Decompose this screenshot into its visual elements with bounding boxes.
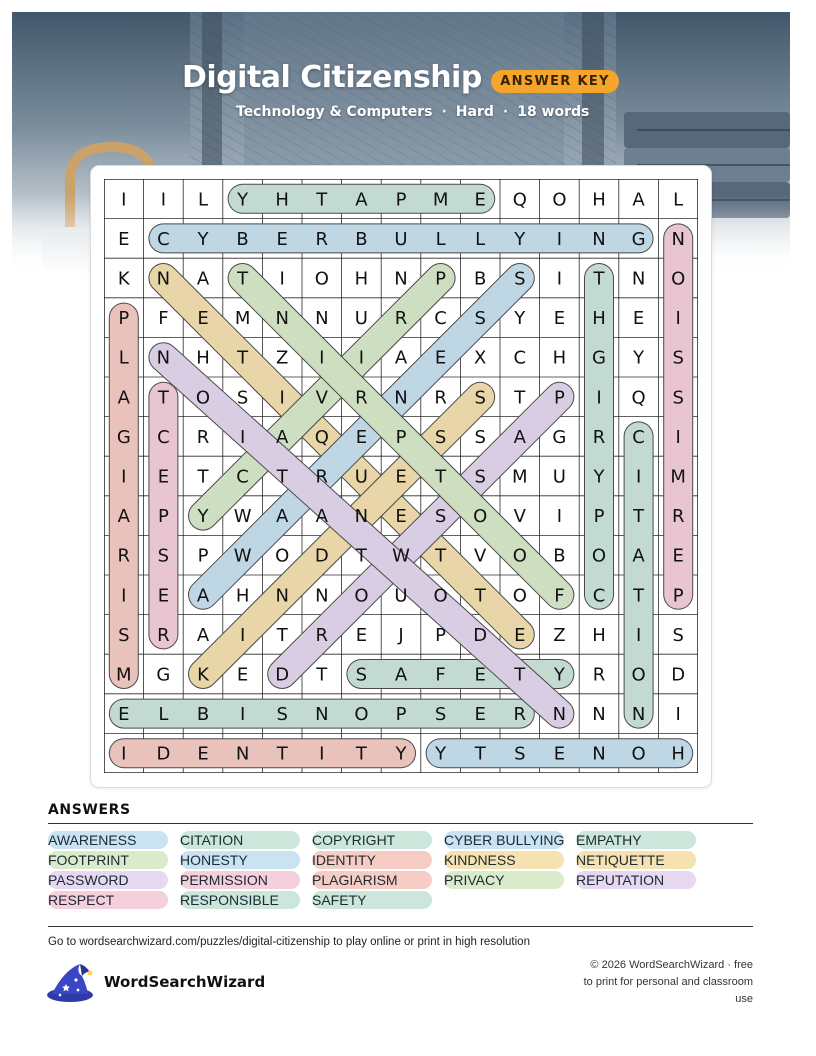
grid-letter: E bbox=[118, 228, 130, 250]
answer-permission: PERMISSION bbox=[180, 871, 300, 889]
grid-letter: B bbox=[553, 545, 566, 567]
grid-letter: M bbox=[670, 466, 686, 488]
grid-letter: O bbox=[195, 387, 211, 409]
grid-letter: O bbox=[631, 664, 646, 686]
grid-letter: T bbox=[197, 466, 209, 488]
answer-cyber-bullying: CYBER BULLYING bbox=[444, 832, 565, 848]
grid-letter: Q bbox=[314, 426, 329, 448]
grid-letter: N bbox=[156, 347, 171, 369]
grid-letter: I bbox=[239, 624, 246, 646]
grid-letter: P bbox=[435, 624, 447, 646]
grid-letter: M bbox=[432, 189, 449, 211]
grid-letter: I bbox=[279, 387, 285, 409]
grid-letter: E bbox=[632, 308, 645, 330]
separator-dot: · bbox=[441, 104, 447, 120]
grid-letter: A bbox=[196, 268, 210, 290]
grid-letter: C bbox=[513, 347, 527, 369]
answer-key-badge: ANSWER KEY bbox=[491, 70, 619, 93]
grid-letter: I bbox=[635, 624, 642, 646]
grid-letter: I bbox=[675, 704, 681, 726]
grid-letter: T bbox=[355, 545, 367, 567]
answer-responsible: RESPONSIBLE bbox=[180, 891, 300, 909]
grid-letter: A bbox=[632, 545, 645, 567]
grid-letter: H bbox=[354, 268, 369, 290]
grid-letter: A bbox=[394, 664, 408, 686]
grid-letter: D bbox=[473, 624, 488, 646]
grid-letter: R bbox=[157, 624, 170, 646]
grid-letter: N bbox=[315, 704, 329, 726]
grid-letter: E bbox=[434, 347, 447, 369]
grid-letter: S bbox=[474, 426, 486, 448]
grid-letter: A bbox=[394, 347, 408, 369]
grid-letter: S bbox=[157, 545, 170, 567]
grid-letter: L bbox=[475, 228, 486, 250]
grid-letter: I bbox=[556, 228, 563, 250]
grid-letter: H bbox=[275, 189, 289, 211]
answer-awareness: AWARENESS bbox=[48, 831, 168, 849]
grid-letter: E bbox=[276, 228, 288, 250]
grid-letter: T bbox=[474, 743, 486, 765]
grid-letter: R bbox=[315, 228, 329, 250]
answer-identity: IDENTITY bbox=[312, 851, 432, 869]
grid-letter: E bbox=[355, 624, 368, 646]
category-label: Technology & Computers bbox=[236, 104, 433, 120]
grid-letter: N bbox=[394, 387, 408, 409]
grid-letter: Y bbox=[435, 743, 447, 765]
grid-letter: S bbox=[672, 624, 684, 646]
grid-letter: I bbox=[239, 704, 246, 726]
grid-letter: Y bbox=[395, 743, 407, 765]
grid-letter: R bbox=[355, 387, 368, 409]
grid-letter: Y bbox=[197, 228, 209, 250]
grid-letter: P bbox=[553, 387, 565, 409]
grid-letter: G bbox=[592, 347, 606, 369]
answer-copyright: COPYRIGHT bbox=[312, 831, 432, 849]
grid-letter: I bbox=[556, 268, 563, 290]
answer-empathy: EMPATHY bbox=[576, 831, 696, 849]
answer-netiquette: NETIQUETTE bbox=[576, 851, 696, 869]
answers-heading: ANSWERS bbox=[48, 802, 131, 818]
answer-password: PASSWORD bbox=[48, 871, 168, 889]
grid-letter: I bbox=[121, 189, 127, 211]
grid-letter: S bbox=[236, 387, 249, 409]
grid-letter: N bbox=[394, 268, 408, 290]
difficulty-label: Hard bbox=[455, 104, 494, 120]
grid-letter: H bbox=[592, 189, 606, 211]
answer-privacy: PRIVACY bbox=[444, 871, 564, 889]
grid-letter: E bbox=[157, 585, 170, 607]
grid-letter: S bbox=[672, 347, 684, 369]
answer-honesty: HONESTY bbox=[180, 851, 300, 869]
grid-letter: I bbox=[239, 426, 246, 448]
grid-letter: J bbox=[398, 624, 404, 646]
grid-letter: Q bbox=[631, 387, 646, 409]
grid-letter: P bbox=[435, 268, 447, 290]
grid-letter: I bbox=[675, 308, 681, 330]
grid-letter: N bbox=[315, 308, 329, 330]
grid-letter: D bbox=[156, 743, 171, 765]
grid-letter: I bbox=[596, 387, 602, 409]
grid-letter: A bbox=[196, 585, 210, 607]
grid-letter: N bbox=[671, 228, 685, 250]
grid-letter: Y bbox=[514, 228, 526, 250]
grid-letter: G bbox=[116, 426, 131, 448]
grid-letter: N bbox=[235, 743, 250, 765]
grid-letter: Y bbox=[593, 466, 605, 488]
grid-letter: E bbox=[355, 426, 368, 448]
grid-letter: T bbox=[355, 743, 367, 765]
grid-letter: O bbox=[354, 704, 369, 726]
grid-letter: O bbox=[552, 189, 567, 211]
grid-letter: P bbox=[157, 506, 169, 528]
grid-letter: A bbox=[513, 426, 526, 448]
grid-letter: P bbox=[672, 585, 684, 607]
grid-letter: H bbox=[671, 743, 685, 765]
grid-letter: R bbox=[315, 466, 329, 488]
grid-letter: A bbox=[117, 387, 130, 409]
grid-letter: U bbox=[394, 585, 408, 607]
grid-letter: T bbox=[633, 585, 645, 607]
grid-letter: I bbox=[675, 426, 681, 448]
grid-letter: A bbox=[276, 426, 289, 448]
grid-letter: I bbox=[121, 585, 127, 607]
grid-letter: M bbox=[116, 664, 132, 686]
grid-letter: N bbox=[592, 743, 606, 765]
grid-letter: R bbox=[117, 545, 131, 567]
separator-dot: · bbox=[502, 104, 509, 120]
grid-letter: C bbox=[157, 426, 170, 448]
grid-letter: E bbox=[395, 506, 407, 528]
grid-letter: W bbox=[392, 545, 410, 567]
grid-letter: P bbox=[395, 704, 407, 726]
grid-letter: N bbox=[275, 585, 289, 607]
grid-letter: S bbox=[434, 506, 447, 528]
grid-letter: O bbox=[314, 268, 329, 290]
word-count-label: 18 words bbox=[517, 104, 590, 120]
grid-letter: I bbox=[160, 189, 167, 211]
grid-letter: W bbox=[233, 545, 252, 567]
grid-letter: S bbox=[434, 704, 447, 726]
grid-letter: T bbox=[237, 268, 249, 290]
grid-letter: O bbox=[512, 545, 527, 567]
grid-letter: I bbox=[319, 347, 325, 369]
grid-letter: E bbox=[474, 704, 486, 726]
grid-letter: E bbox=[474, 189, 486, 211]
grid-letter: Y bbox=[237, 189, 249, 211]
grid-letter: O bbox=[433, 585, 448, 607]
grid-letter: R bbox=[315, 624, 329, 646]
grid-letter: C bbox=[157, 228, 170, 250]
grid-letter: I bbox=[556, 506, 563, 528]
grid-letter: N bbox=[592, 228, 606, 250]
grid-letter: E bbox=[395, 466, 407, 488]
answers-divider bbox=[48, 823, 753, 824]
grid-letter: S bbox=[474, 466, 486, 488]
grid-letter: T bbox=[316, 189, 328, 211]
grid-letter: N bbox=[631, 704, 646, 726]
grid-letter: R bbox=[434, 387, 447, 409]
grid-letter: V bbox=[474, 545, 487, 567]
answer-citation: CITATION bbox=[180, 831, 300, 849]
copyright-text: © 2026 WordSearchWizard · free to print for personal and classroom use bbox=[583, 959, 753, 1005]
wizard-hat-icon bbox=[46, 962, 94, 1004]
grid-letter: A bbox=[276, 506, 289, 528]
grid-letter: M bbox=[512, 466, 528, 488]
grid-letter: E bbox=[514, 624, 526, 646]
grid-letter: L bbox=[435, 228, 446, 250]
grid-letter: L bbox=[197, 189, 209, 211]
grid-letter: N bbox=[156, 268, 171, 290]
grid-letter: S bbox=[118, 624, 130, 646]
grid-letter: Y bbox=[633, 347, 645, 369]
grid-letter: R bbox=[592, 426, 606, 448]
grid-letter: S bbox=[434, 426, 447, 448]
grid-letter: T bbox=[514, 387, 526, 409]
answer-plagiarism: PLAGIARISM bbox=[312, 871, 432, 889]
word-search-grid bbox=[104, 179, 698, 773]
grid-letter: S bbox=[474, 387, 486, 409]
grid-letter: S bbox=[514, 268, 526, 290]
grid-letter: U bbox=[394, 228, 408, 250]
grid-letter: E bbox=[197, 743, 209, 765]
grid-letter: F bbox=[435, 664, 446, 686]
grid-letter: T bbox=[237, 347, 249, 369]
grid-letter: T bbox=[435, 545, 447, 567]
grid-letter: N bbox=[552, 704, 567, 726]
grid-letter: G bbox=[156, 664, 171, 686]
grid-letter: L bbox=[158, 704, 169, 726]
grid-letter: N bbox=[354, 506, 369, 528]
grid-letter: T bbox=[157, 387, 169, 409]
grid-letter: T bbox=[435, 466, 447, 488]
grid-letter: T bbox=[276, 624, 288, 646]
grid-letter: B bbox=[355, 228, 368, 250]
grid-letter: Z bbox=[553, 624, 566, 646]
grid-letter: P bbox=[593, 506, 605, 528]
answer-respect: RESPECT bbox=[48, 891, 168, 909]
grid-letter: E bbox=[157, 466, 170, 488]
grid-letter: U bbox=[354, 466, 368, 488]
grid-letter: V bbox=[315, 387, 328, 409]
grid-letter: S bbox=[514, 743, 526, 765]
brand-name: WordSearchWizard bbox=[104, 973, 266, 991]
grid-letter: X bbox=[474, 347, 487, 369]
grid-letter: I bbox=[121, 466, 127, 488]
letter-layer bbox=[116, 189, 686, 764]
grid-letter: P bbox=[395, 189, 407, 211]
grid-letter: D bbox=[275, 664, 290, 686]
answer-kindness: KINDNESS bbox=[444, 851, 564, 869]
grid-letter: O bbox=[473, 506, 488, 528]
grid-letter: A bbox=[196, 624, 210, 646]
grid-letter: C bbox=[236, 466, 249, 488]
grid-letter: O bbox=[354, 585, 369, 607]
grid-letter: E bbox=[672, 545, 684, 567]
grid-letter: Z bbox=[276, 347, 289, 369]
grid-letter: H bbox=[235, 585, 250, 607]
grid-letter: S bbox=[276, 704, 288, 726]
grid-letter: Y bbox=[514, 308, 526, 330]
grid-letter: C bbox=[434, 308, 447, 330]
footer-divider bbox=[48, 926, 753, 927]
grid-letter: N bbox=[315, 585, 329, 607]
answer-safety: SAFETY bbox=[312, 891, 432, 909]
grid-letter: O bbox=[591, 545, 607, 567]
grid-letter: T bbox=[316, 664, 328, 686]
grid-letter: H bbox=[592, 308, 606, 330]
grid-letter: T bbox=[593, 268, 605, 290]
grid-letter: L bbox=[118, 347, 129, 369]
page-title: Digital Citizenship bbox=[182, 60, 482, 95]
grid-letter: N bbox=[275, 308, 289, 330]
grid-letter: N bbox=[631, 268, 646, 290]
grid-letter: S bbox=[474, 308, 486, 330]
grid-letter: T bbox=[514, 664, 526, 686]
footer-link-text[interactable]: Go to wordsearchwizard.com/puzzles/digital-citizenship to play online or print in high resolution bbox=[48, 936, 530, 948]
grid-letter: K bbox=[117, 268, 130, 290]
grid-letter: I bbox=[635, 466, 642, 488]
grid-letter: O bbox=[671, 268, 686, 290]
grid-letter: A bbox=[315, 506, 328, 528]
grid-letter: C bbox=[632, 426, 645, 448]
grid-letter: L bbox=[673, 189, 684, 211]
grid-letter: R bbox=[394, 308, 408, 330]
grid-letter: T bbox=[633, 506, 645, 528]
grid-letter: E bbox=[236, 664, 249, 686]
grid-letter: O bbox=[631, 743, 646, 765]
grid-letter: H bbox=[196, 347, 210, 369]
grid-letter: K bbox=[197, 664, 209, 686]
grid-letter: E bbox=[553, 743, 566, 765]
grid-letter: G bbox=[552, 426, 567, 448]
grid-letter: H bbox=[552, 347, 567, 369]
grid-letter: E bbox=[197, 308, 209, 330]
grid-letter: Y bbox=[553, 664, 565, 686]
grid-letter: O bbox=[512, 585, 527, 607]
grid-letter: D bbox=[671, 664, 686, 686]
grid-letter: H bbox=[592, 624, 606, 646]
grid-letter: T bbox=[276, 466, 288, 488]
grid-letter: U bbox=[552, 466, 566, 488]
puzzle-meta bbox=[236, 104, 589, 122]
grid-letter: E bbox=[474, 664, 486, 686]
grid-letter: T bbox=[276, 743, 288, 765]
answer-footprint: FOOTPRINT bbox=[48, 851, 168, 869]
grid-letter: B bbox=[474, 268, 487, 290]
grid-letter: E bbox=[118, 704, 130, 726]
answer-reputation: REPUTATION bbox=[576, 871, 696, 889]
grid-letter: A bbox=[117, 506, 130, 528]
grid-letter: P bbox=[118, 308, 130, 330]
grid-letter: F bbox=[554, 585, 565, 607]
grid-letter: I bbox=[319, 743, 325, 765]
grid-letter: W bbox=[233, 506, 252, 528]
grid-letter: F bbox=[158, 308, 169, 330]
grid-letter: E bbox=[553, 308, 566, 330]
grid-letter: Q bbox=[512, 189, 527, 211]
grid-letter: G bbox=[631, 228, 646, 250]
grid-letter: I bbox=[279, 268, 285, 290]
grid-letter: O bbox=[275, 545, 290, 567]
grid-letter: I bbox=[121, 743, 127, 765]
grid-letter: U bbox=[354, 308, 368, 330]
grid-letter: B bbox=[236, 228, 249, 250]
grid-letter: P bbox=[395, 426, 407, 448]
answers-list bbox=[48, 831, 753, 915]
grid-letter: V bbox=[513, 506, 526, 528]
grid-letter: I bbox=[358, 347, 365, 369]
grid-letter: D bbox=[314, 545, 329, 567]
grid-letter: T bbox=[474, 585, 486, 607]
grid-letter: S bbox=[355, 664, 368, 686]
grid-letter: R bbox=[196, 426, 210, 448]
grid-letter: Y bbox=[197, 506, 209, 528]
grid-letter: C bbox=[592, 585, 606, 607]
grid-letter: N bbox=[592, 704, 606, 726]
grid-letter: R bbox=[671, 506, 685, 528]
grid-letter: R bbox=[513, 704, 527, 726]
grid-letter: M bbox=[234, 308, 251, 330]
grid-letter: B bbox=[196, 704, 210, 726]
grid-letter: A bbox=[355, 189, 368, 211]
grid-letter: S bbox=[672, 387, 684, 409]
grid-letter: P bbox=[197, 545, 209, 567]
grid-letter: A bbox=[632, 189, 645, 211]
grid-letter: R bbox=[592, 664, 606, 686]
